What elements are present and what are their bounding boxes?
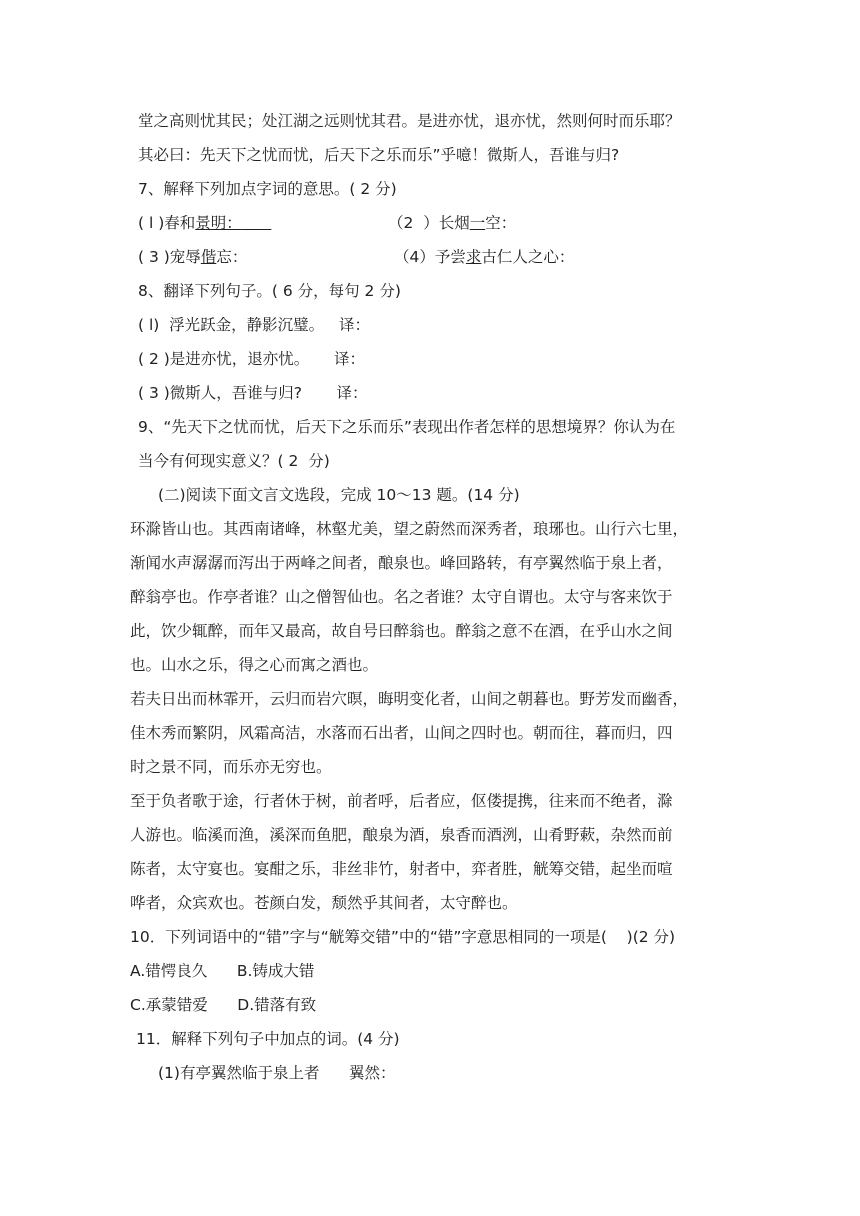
q7-item-2-word: 一 bbox=[469, 214, 486, 232]
q7-item-1 bbox=[138, 212, 271, 234]
passage-line: 佳木秀而繁阴，风霜高洁，水落而石出者，山间之四时也。朝而往，暮而归，四 bbox=[130, 724, 673, 742]
q10-options-cd: C.承蒙错爱 D.错落有致 bbox=[130, 996, 317, 1014]
question-11-heading: 11．解释下列句子中加点的词。(4 分) bbox=[136, 1030, 400, 1048]
q7-item-3-prefix: ( 3 )宠辱 bbox=[138, 248, 201, 266]
passage-line: 渐闻水声潺潺而泻出于两峰之间者，酿泉也。峰回路转，有亭翼然临于泉上者， bbox=[130, 554, 673, 572]
q7-item-2-prefix: （2 ）长烟 bbox=[388, 214, 470, 232]
q7-item-4-prefix: （4）予尝 bbox=[394, 248, 466, 266]
passage-line: 哗者，众宾欢也。苍颜白发，颓然乎其间者，太守醉也。 bbox=[130, 894, 518, 912]
q7-item-3-suffix: 忘： bbox=[216, 248, 248, 266]
q7-item-1-blank bbox=[242, 214, 272, 232]
question-7-heading: 7、解释下列加点字词的意思。( 2 分) bbox=[138, 180, 397, 198]
passage-line: 醉翁亭也。作亭者谁？山之僧智仙也。名之者谁？太守自谓也。太守与客来饮于 bbox=[130, 588, 673, 606]
q7-item-1-prefix: ( l )春和 bbox=[138, 214, 196, 232]
passage-line: 人游也。临溪而渔，溪深而鱼肥，酿泉为酒，泉香而酒洌，山肴野蔌，杂然而前 bbox=[130, 826, 673, 844]
passage-line: 若夫日出而林霏开，云归而岩穴暝，晦明变化者，山间之朝暮也。野芳发而幽香， bbox=[130, 690, 689, 708]
q10-options-ab: A.错愕良久 B.铸成大错 bbox=[130, 962, 315, 980]
q7-item-2-suffix: 空： bbox=[485, 214, 517, 232]
passage-line: 陈者，太守宴也。宴酣之乐，非丝非竹，射者中，弈者胜，觥筹交错，起坐而喧 bbox=[130, 860, 673, 878]
passage-line: 环滁皆山也。其西南诸峰，林壑尤美，望之蔚然而深秀者，琅琊也。山行六七里， bbox=[130, 520, 689, 538]
q7-item-3 bbox=[138, 246, 247, 268]
section-2-heading: (二)阅读下面文言文选段，完成 10～13 题。(14 分) bbox=[158, 486, 520, 504]
q8-item-2: ( 2 )是进亦忧，退亦忧。 译： bbox=[138, 350, 365, 368]
passage-line: 至于负者歌于途，行者休于树，前者呼，后者应，伛偻提携，往来而不绝者，滁 bbox=[130, 792, 673, 810]
q7-item-2 bbox=[388, 212, 516, 234]
q11-item-1: (1)有亭翼然临于泉上者 翼然： bbox=[158, 1064, 396, 1082]
question-8-heading: 8、翻译下列句子。( 6 分，每句 2 分) bbox=[138, 282, 401, 300]
question-10-heading: 10．下列词语中的“错”字与“觥筹交错”中的“错”字意思相同的一项是( )(2 分) bbox=[130, 928, 676, 946]
passage-line: 此，饮少辄醉，而年又最高，故自号曰醉翁也。醉翁之意不在酒，在乎山水之间 bbox=[130, 622, 673, 640]
passage-line: 时之景不同，而乐亦无穷也。 bbox=[130, 758, 332, 776]
text-line: 堂之高则忧其民；处江湖之远则忧其君。是进亦忧，退亦忧，然则何时而乐耶？ bbox=[138, 112, 681, 130]
q7-item-1-word: 景明： bbox=[195, 214, 242, 232]
q7-item-4-word: 求 bbox=[465, 248, 482, 266]
q7-item-4 bbox=[394, 246, 574, 268]
passage-line: 也。山水之乐，得之心而寓之酒也。 bbox=[130, 656, 379, 674]
question-9-line-1: 9、“先天下之忧而忧，后天下之乐而乐”表现出作者怎样的思想境界？你认为在 bbox=[138, 418, 676, 436]
question-9-line-2: 当今有何现实意义？( 2 分) bbox=[138, 452, 330, 470]
q7-item-4-suffix: 古仁人之心： bbox=[481, 248, 575, 266]
q8-item-1: ( l) 浮光跃金，静影沉璧。 译： bbox=[138, 316, 370, 334]
text-line: 其必曰：先天下之忧而忧，后天下之乐而乐”乎噫！微斯人，吾谁与归? bbox=[138, 146, 620, 164]
q7-item-3-word: 偕 bbox=[200, 248, 217, 266]
q8-item-3: ( 3 )微斯人，吾谁与归? 译： bbox=[138, 384, 368, 402]
